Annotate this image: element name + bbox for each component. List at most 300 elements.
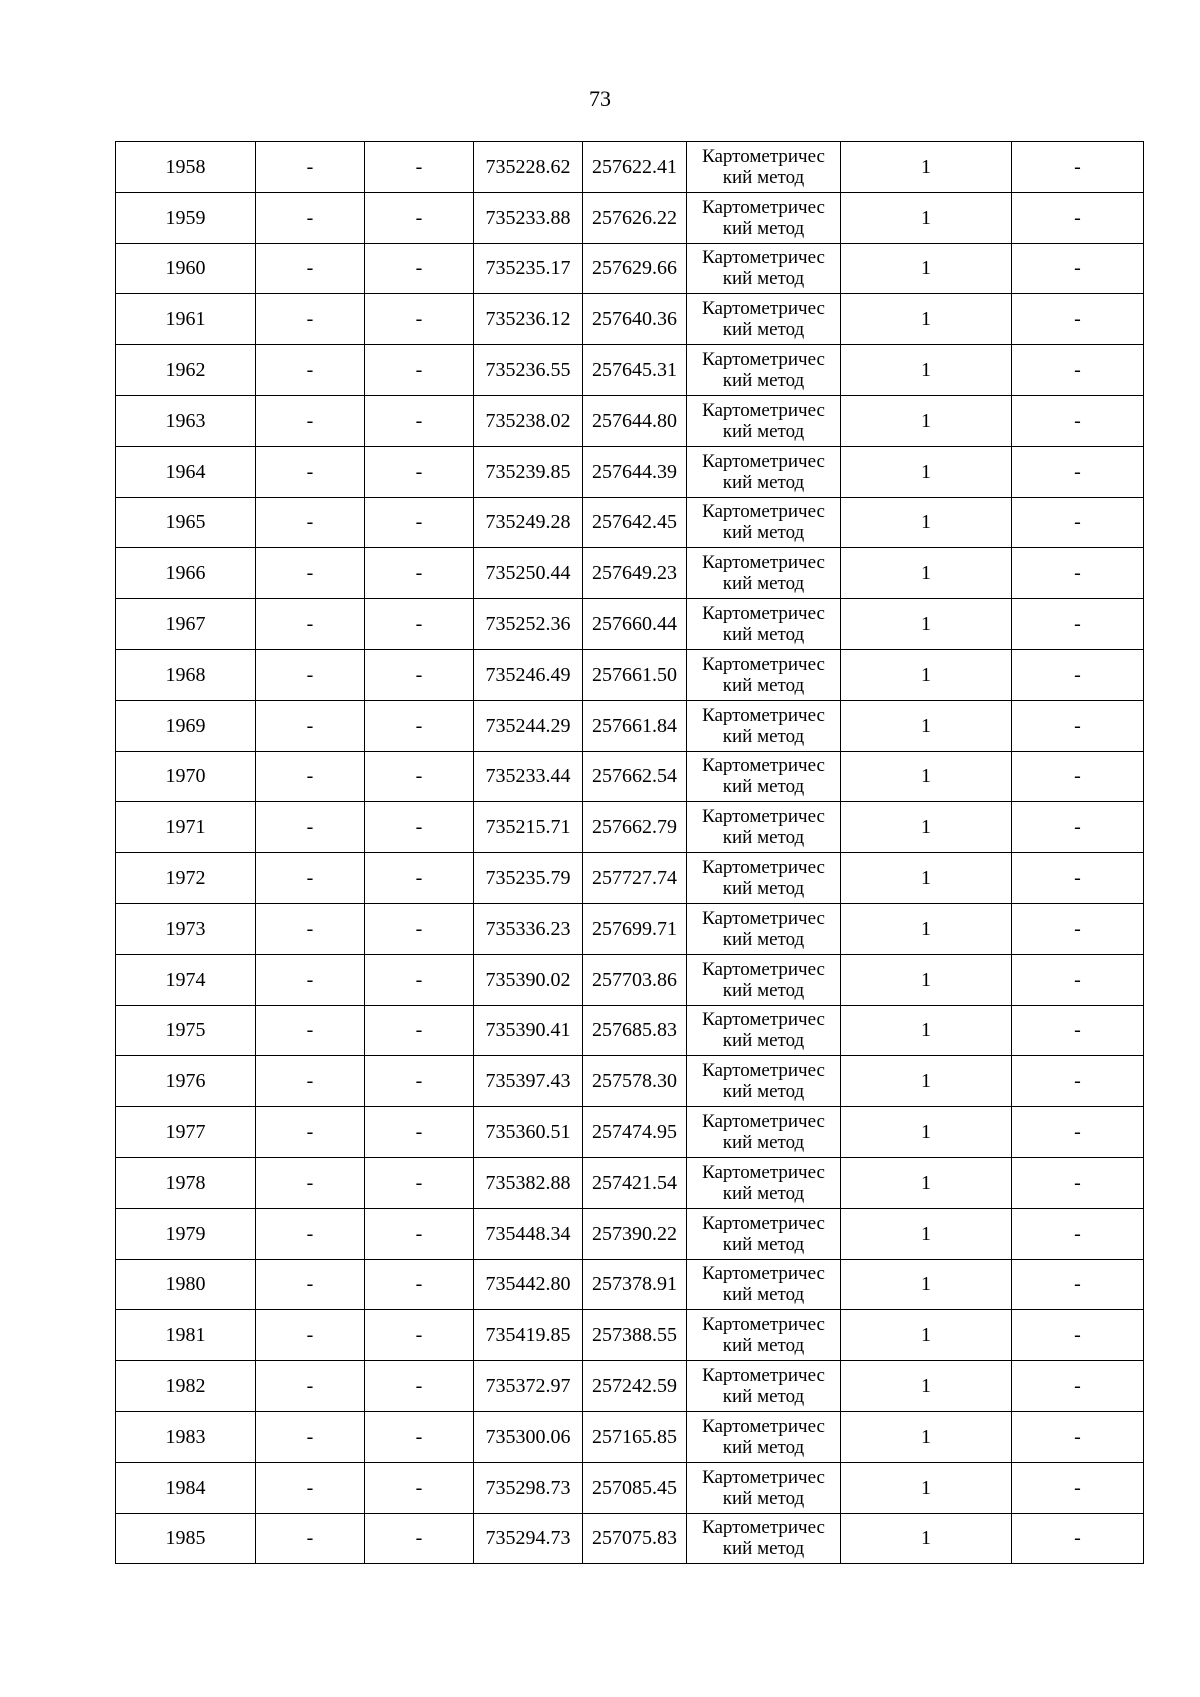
empty-value-cell: - — [256, 1411, 365, 1462]
point-number-cell: 1980 — [116, 1259, 256, 1310]
method-text: кий метод — [722, 1284, 805, 1306]
x-coordinate-cell: 735236.55 — [474, 345, 583, 396]
method-text: Картометричес — [702, 1263, 825, 1285]
method-text: кий метод — [722, 1386, 805, 1408]
accuracy-cell: 1 — [841, 1411, 1012, 1462]
empty-value-cell: - — [256, 1107, 365, 1158]
x-coordinate-cell: 735294.73 — [474, 1513, 583, 1564]
empty-value-cell: - — [1012, 853, 1144, 904]
empty-value-cell: - — [365, 446, 474, 497]
empty-value-cell: - — [365, 1005, 474, 1056]
method-text: кий метод — [722, 1436, 805, 1458]
table-row — [116, 700, 1144, 751]
accuracy-cell: 1 — [841, 1513, 1012, 1564]
method-text: кий метод — [722, 878, 805, 900]
point-number-cell: 1973 — [116, 903, 256, 954]
point-number-cell: 1966 — [116, 548, 256, 599]
coordinates-table — [115, 141, 1144, 1564]
x-coordinate-cell: 735397.43 — [474, 1056, 583, 1107]
empty-value-cell: - — [1012, 395, 1144, 446]
method-text: кий метод — [722, 1132, 805, 1154]
empty-value-cell: - — [256, 751, 365, 802]
method-text: кий метод — [722, 1030, 805, 1052]
empty-value-cell: - — [1012, 954, 1144, 1005]
method-text: Картометричес — [702, 704, 825, 726]
point-number-cell: 1962 — [116, 345, 256, 396]
x-coordinate-cell: 735419.85 — [474, 1310, 583, 1361]
table-row — [116, 853, 1144, 904]
accuracy-cell: 1 — [841, 649, 1012, 700]
method-text: кий метод — [722, 522, 805, 544]
empty-value-cell: - — [256, 243, 365, 294]
y-coordinate-cell: 257165.85 — [583, 1411, 687, 1462]
point-number-cell: 1967 — [116, 599, 256, 650]
empty-value-cell: - — [1012, 1513, 1144, 1564]
method-text: кий метод — [722, 471, 805, 493]
y-coordinate-cell: 257578.30 — [583, 1056, 687, 1107]
accuracy-cell: 1 — [841, 345, 1012, 396]
accuracy-cell: 1 — [841, 294, 1012, 345]
method-text: Картометричес — [702, 603, 825, 625]
method-text: кий метод — [722, 928, 805, 950]
y-coordinate-cell: 257388.55 — [583, 1310, 687, 1361]
table-row — [116, 446, 1144, 497]
method-text: Картометричес — [702, 755, 825, 777]
table-row — [116, 1208, 1144, 1259]
method-text: Картометричес — [702, 501, 825, 523]
empty-value-cell: - — [256, 345, 365, 396]
method-cell — [687, 954, 841, 1005]
empty-value-cell: - — [1012, 1462, 1144, 1513]
x-coordinate-cell: 735238.02 — [474, 395, 583, 446]
empty-value-cell: - — [1012, 1005, 1144, 1056]
method-text: кий метод — [722, 166, 805, 188]
x-coordinate-cell: 735390.41 — [474, 1005, 583, 1056]
empty-value-cell: - — [365, 649, 474, 700]
x-coordinate-cell: 735298.73 — [474, 1462, 583, 1513]
method-text: Картометричес — [702, 1466, 825, 1488]
point-number-cell: 1978 — [116, 1157, 256, 1208]
method-cell — [687, 1462, 841, 1513]
y-coordinate-cell: 257662.54 — [583, 751, 687, 802]
y-coordinate-cell: 257662.79 — [583, 802, 687, 853]
x-coordinate-cell: 735372.97 — [474, 1361, 583, 1412]
y-coordinate-cell: 257685.83 — [583, 1005, 687, 1056]
empty-value-cell: - — [256, 1513, 365, 1564]
accuracy-cell: 1 — [841, 802, 1012, 853]
y-coordinate-cell: 257727.74 — [583, 853, 687, 904]
x-coordinate-cell: 735235.79 — [474, 853, 583, 904]
point-number-cell: 1969 — [116, 700, 256, 751]
y-coordinate-cell: 257644.80 — [583, 395, 687, 446]
table-body — [116, 142, 1144, 1564]
point-number-cell: 1971 — [116, 802, 256, 853]
y-coordinate-cell: 257242.59 — [583, 1361, 687, 1412]
point-number-cell: 1968 — [116, 649, 256, 700]
accuracy-cell: 1 — [841, 1107, 1012, 1158]
empty-value-cell: - — [365, 599, 474, 650]
empty-value-cell: - — [256, 1208, 365, 1259]
method-text: кий метод — [722, 776, 805, 798]
y-coordinate-cell: 257626.22 — [583, 192, 687, 243]
method-text: кий метод — [722, 725, 805, 747]
empty-value-cell: - — [365, 142, 474, 193]
accuracy-cell: 1 — [841, 599, 1012, 650]
empty-value-cell: - — [256, 395, 365, 446]
method-text: кий метод — [722, 1182, 805, 1204]
method-text: кий метод — [722, 1081, 805, 1103]
point-number-cell: 1965 — [116, 497, 256, 548]
table-row — [116, 1411, 1144, 1462]
table-row — [116, 599, 1144, 650]
table-row — [116, 1513, 1144, 1564]
empty-value-cell: - — [1012, 243, 1144, 294]
accuracy-cell: 1 — [841, 142, 1012, 193]
method-cell — [687, 294, 841, 345]
empty-value-cell: - — [256, 853, 365, 904]
empty-value-cell: - — [1012, 192, 1144, 243]
point-number-cell: 1970 — [116, 751, 256, 802]
method-text: Картометричес — [702, 806, 825, 828]
method-text: Картометричес — [702, 298, 825, 320]
point-number-cell: 1959 — [116, 192, 256, 243]
method-cell — [687, 1513, 841, 1564]
method-text: Картометричес — [702, 552, 825, 574]
point-number-cell: 1976 — [116, 1056, 256, 1107]
point-number-cell: 1961 — [116, 294, 256, 345]
method-text: кий метод — [722, 268, 805, 290]
method-cell — [687, 1056, 841, 1107]
empty-value-cell: - — [1012, 1310, 1144, 1361]
empty-value-cell: - — [256, 1056, 365, 1107]
page-number: 73 — [589, 86, 611, 111]
empty-value-cell: - — [256, 192, 365, 243]
x-coordinate-cell: 735236.12 — [474, 294, 583, 345]
point-number-cell: 1964 — [116, 446, 256, 497]
method-text: Картометричес — [702, 1365, 825, 1387]
empty-value-cell: - — [1012, 903, 1144, 954]
method-text: Картометричес — [702, 247, 825, 269]
method-cell — [687, 142, 841, 193]
empty-value-cell: - — [256, 548, 365, 599]
method-cell — [687, 1157, 841, 1208]
method-cell — [687, 446, 841, 497]
accuracy-cell: 1 — [841, 192, 1012, 243]
x-coordinate-cell: 735336.23 — [474, 903, 583, 954]
empty-value-cell: - — [256, 142, 365, 193]
y-coordinate-cell: 257629.66 — [583, 243, 687, 294]
table-row — [116, 1361, 1144, 1412]
x-coordinate-cell: 735442.80 — [474, 1259, 583, 1310]
x-coordinate-cell: 735233.44 — [474, 751, 583, 802]
x-coordinate-cell: 735239.85 — [474, 446, 583, 497]
point-number-cell: 1985 — [116, 1513, 256, 1564]
empty-value-cell: - — [256, 954, 365, 1005]
y-coordinate-cell: 257390.22 — [583, 1208, 687, 1259]
table-row — [116, 1462, 1144, 1513]
y-coordinate-cell: 257660.44 — [583, 599, 687, 650]
empty-value-cell: - — [365, 395, 474, 446]
x-coordinate-cell: 735246.49 — [474, 649, 583, 700]
method-cell — [687, 599, 841, 650]
table-row — [116, 751, 1144, 802]
method-text: Картометричес — [702, 145, 825, 167]
table-row — [116, 1107, 1144, 1158]
empty-value-cell: - — [256, 802, 365, 853]
table-row — [116, 802, 1144, 853]
method-cell — [687, 751, 841, 802]
empty-value-cell: - — [365, 1107, 474, 1158]
y-coordinate-cell: 257645.31 — [583, 345, 687, 396]
method-text: кий метод — [722, 319, 805, 341]
method-text: Картометричес — [702, 399, 825, 421]
accuracy-cell: 1 — [841, 1208, 1012, 1259]
table-row — [116, 142, 1144, 193]
empty-value-cell: - — [256, 294, 365, 345]
empty-value-cell: - — [1012, 142, 1144, 193]
x-coordinate-cell: 735250.44 — [474, 548, 583, 599]
table-row — [116, 649, 1144, 700]
table-row — [116, 548, 1144, 599]
method-cell — [687, 802, 841, 853]
empty-value-cell: - — [1012, 649, 1144, 700]
accuracy-cell: 1 — [841, 1056, 1012, 1107]
empty-value-cell: - — [1012, 1157, 1144, 1208]
x-coordinate-cell: 735382.88 — [474, 1157, 583, 1208]
empty-value-cell: - — [365, 1361, 474, 1412]
empty-value-cell: - — [256, 1361, 365, 1412]
table-row — [116, 1157, 1144, 1208]
empty-value-cell: - — [256, 1259, 365, 1310]
table-row — [116, 954, 1144, 1005]
y-coordinate-cell: 257703.86 — [583, 954, 687, 1005]
empty-value-cell: - — [365, 954, 474, 1005]
x-coordinate-cell: 735300.06 — [474, 1411, 583, 1462]
x-coordinate-cell: 735360.51 — [474, 1107, 583, 1158]
empty-value-cell: - — [365, 1513, 474, 1564]
method-cell — [687, 1310, 841, 1361]
y-coordinate-cell: 257085.45 — [583, 1462, 687, 1513]
empty-value-cell: - — [256, 446, 365, 497]
point-number-cell: 1977 — [116, 1107, 256, 1158]
empty-value-cell: - — [1012, 1411, 1144, 1462]
x-coordinate-cell: 735244.29 — [474, 700, 583, 751]
method-cell — [687, 700, 841, 751]
empty-value-cell: - — [365, 497, 474, 548]
accuracy-cell: 1 — [841, 243, 1012, 294]
empty-value-cell: - — [365, 548, 474, 599]
point-number-cell: 1979 — [116, 1208, 256, 1259]
empty-value-cell: - — [365, 243, 474, 294]
accuracy-cell: 1 — [841, 1259, 1012, 1310]
table-row — [116, 345, 1144, 396]
x-coordinate-cell: 735390.02 — [474, 954, 583, 1005]
accuracy-cell: 1 — [841, 1005, 1012, 1056]
method-text: Картометричес — [702, 1161, 825, 1183]
method-cell — [687, 1005, 841, 1056]
table-row — [116, 1310, 1144, 1361]
accuracy-cell: 1 — [841, 1310, 1012, 1361]
point-number-cell: 1960 — [116, 243, 256, 294]
table-row — [116, 294, 1144, 345]
empty-value-cell: - — [1012, 1361, 1144, 1412]
empty-value-cell: - — [1012, 751, 1144, 802]
table-row — [116, 1056, 1144, 1107]
method-text: кий метод — [722, 827, 805, 849]
empty-value-cell: - — [256, 497, 365, 548]
accuracy-cell: 1 — [841, 751, 1012, 802]
empty-value-cell: - — [365, 802, 474, 853]
method-cell — [687, 497, 841, 548]
point-number-cell: 1982 — [116, 1361, 256, 1412]
empty-value-cell: - — [365, 751, 474, 802]
method-text: Картометричес — [702, 857, 825, 879]
empty-value-cell: - — [1012, 802, 1144, 853]
y-coordinate-cell: 257622.41 — [583, 142, 687, 193]
y-coordinate-cell: 257661.84 — [583, 700, 687, 751]
empty-value-cell: - — [365, 700, 474, 751]
method-text: Картометричес — [702, 1111, 825, 1133]
point-number-cell: 1981 — [116, 1310, 256, 1361]
empty-value-cell: - — [256, 1462, 365, 1513]
empty-value-cell: - — [365, 1462, 474, 1513]
empty-value-cell: - — [1012, 294, 1144, 345]
table-row — [116, 1005, 1144, 1056]
accuracy-cell: 1 — [841, 395, 1012, 446]
empty-value-cell: - — [1012, 700, 1144, 751]
x-coordinate-cell: 735252.36 — [474, 599, 583, 650]
accuracy-cell: 1 — [841, 700, 1012, 751]
x-coordinate-cell: 735235.17 — [474, 243, 583, 294]
method-text: кий метод — [722, 573, 805, 595]
empty-value-cell: - — [365, 1310, 474, 1361]
method-text: Картометричес — [702, 1314, 825, 1336]
empty-value-cell: - — [365, 1411, 474, 1462]
empty-value-cell: - — [1012, 1259, 1144, 1310]
method-text: Картометричес — [702, 907, 825, 929]
empty-value-cell: - — [365, 294, 474, 345]
method-text: Картометричес — [702, 1212, 825, 1234]
method-text: кий метод — [722, 1487, 805, 1509]
accuracy-cell: 1 — [841, 853, 1012, 904]
empty-value-cell: - — [1012, 446, 1144, 497]
method-text: кий метод — [722, 1335, 805, 1357]
method-text: Картометричес — [702, 196, 825, 218]
accuracy-cell: 1 — [841, 446, 1012, 497]
empty-value-cell: - — [256, 599, 365, 650]
method-text: Картометричес — [702, 1415, 825, 1437]
method-cell — [687, 243, 841, 294]
empty-value-cell: - — [1012, 1056, 1144, 1107]
empty-value-cell: - — [256, 700, 365, 751]
method-cell — [687, 1259, 841, 1310]
empty-value-cell: - — [365, 1056, 474, 1107]
method-text: Картометричес — [702, 450, 825, 472]
empty-value-cell: - — [256, 649, 365, 700]
empty-value-cell: - — [256, 1005, 365, 1056]
point-number-cell: 1974 — [116, 954, 256, 1005]
table-row — [116, 243, 1144, 294]
accuracy-cell: 1 — [841, 497, 1012, 548]
y-coordinate-cell: 257421.54 — [583, 1157, 687, 1208]
method-cell — [687, 649, 841, 700]
point-number-cell: 1958 — [116, 142, 256, 193]
method-cell — [687, 345, 841, 396]
method-cell — [687, 1107, 841, 1158]
x-coordinate-cell: 735448.34 — [474, 1208, 583, 1259]
point-number-cell: 1963 — [116, 395, 256, 446]
accuracy-cell: 1 — [841, 954, 1012, 1005]
empty-value-cell: - — [256, 1157, 365, 1208]
method-text: кий метод — [722, 1538, 805, 1560]
table-row — [116, 395, 1144, 446]
y-coordinate-cell: 257644.39 — [583, 446, 687, 497]
method-cell — [687, 548, 841, 599]
empty-value-cell: - — [1012, 599, 1144, 650]
accuracy-cell: 1 — [841, 1361, 1012, 1412]
method-text: кий метод — [722, 674, 805, 696]
x-coordinate-cell: 735249.28 — [474, 497, 583, 548]
y-coordinate-cell: 257075.83 — [583, 1513, 687, 1564]
point-number-cell: 1984 — [116, 1462, 256, 1513]
y-coordinate-cell: 257642.45 — [583, 497, 687, 548]
method-text: Картометричес — [702, 1060, 825, 1082]
y-coordinate-cell: 257661.50 — [583, 649, 687, 700]
method-cell — [687, 192, 841, 243]
accuracy-cell: 1 — [841, 903, 1012, 954]
empty-value-cell: - — [365, 903, 474, 954]
empty-value-cell: - — [1012, 345, 1144, 396]
accuracy-cell: 1 — [841, 548, 1012, 599]
y-coordinate-cell: 257649.23 — [583, 548, 687, 599]
empty-value-cell: - — [1012, 1208, 1144, 1259]
method-text: кий метод — [722, 1233, 805, 1255]
accuracy-cell: 1 — [841, 1157, 1012, 1208]
empty-value-cell: - — [1012, 548, 1144, 599]
method-cell — [687, 853, 841, 904]
method-cell — [687, 1411, 841, 1462]
method-text: Картометричес — [702, 1009, 825, 1031]
x-coordinate-cell: 735233.88 — [474, 192, 583, 243]
method-text: кий метод — [722, 420, 805, 442]
empty-value-cell: - — [1012, 497, 1144, 548]
empty-value-cell: - — [365, 853, 474, 904]
empty-value-cell: - — [365, 1259, 474, 1310]
empty-value-cell: - — [256, 903, 365, 954]
method-text: Картометричес — [702, 958, 825, 980]
method-text: кий метод — [722, 624, 805, 646]
empty-value-cell: - — [365, 192, 474, 243]
empty-value-cell: - — [256, 1310, 365, 1361]
method-cell — [687, 903, 841, 954]
empty-value-cell: - — [365, 1157, 474, 1208]
table-row — [116, 903, 1144, 954]
table-row — [116, 497, 1144, 548]
point-number-cell: 1983 — [116, 1411, 256, 1462]
y-coordinate-cell: 257699.71 — [583, 903, 687, 954]
table-row — [116, 1259, 1144, 1310]
method-cell — [687, 1208, 841, 1259]
method-text: Картометричес — [702, 349, 825, 371]
y-coordinate-cell: 257640.36 — [583, 294, 687, 345]
point-number-cell: 1975 — [116, 1005, 256, 1056]
y-coordinate-cell: 257378.91 — [583, 1259, 687, 1310]
empty-value-cell: - — [365, 1208, 474, 1259]
empty-value-cell: - — [1012, 1107, 1144, 1158]
y-coordinate-cell: 257474.95 — [583, 1107, 687, 1158]
accuracy-cell: 1 — [841, 1462, 1012, 1513]
point-number-cell: 1972 — [116, 853, 256, 904]
